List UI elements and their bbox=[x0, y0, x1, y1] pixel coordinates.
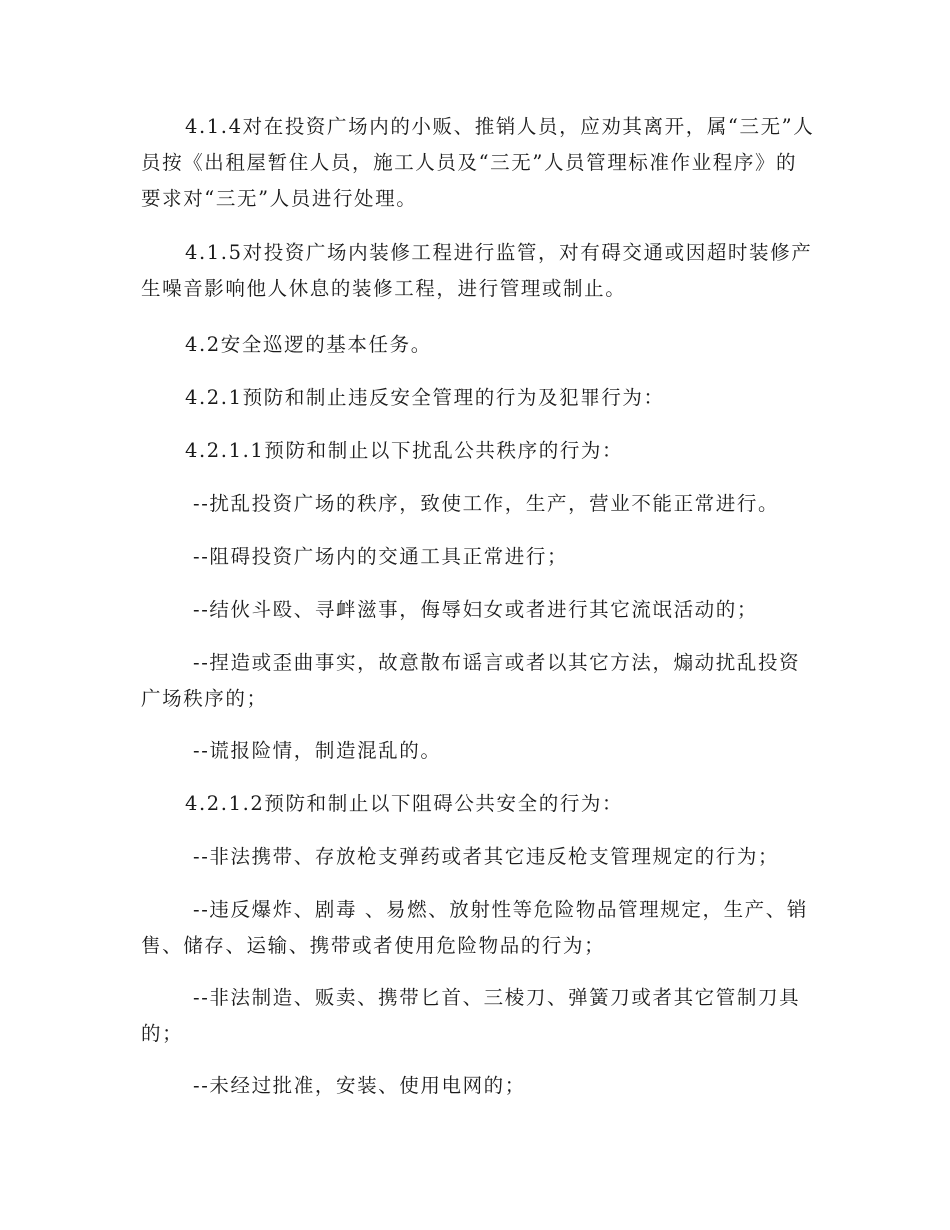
list-item: --非法携带、存放枪支弹药或者其它违反枪支管理规定的行为； bbox=[193, 845, 780, 868]
list-item: --违反爆炸、剧毒 、易燃、放射性等危险物品管理规定，生产、销售、储存、运输、携带或者使用危险物品的行为； bbox=[141, 898, 808, 957]
paragraph-4-1-4: 4.1.4对在投资广场内的小贩、推销人员，应劝其离开，属“三无”人员按《出租屋暂住人员，施工人员及“三无”人员管理标准作业程序》的要求对“三无”人员进行处理。 bbox=[141, 115, 815, 210]
list-item: --结伙斗殴、寻衅滋事，侮辱妇女或者进行其它流氓活动的； bbox=[193, 598, 758, 621]
list-item: --捏造或歪曲事实，故意散布谣言或者以其它方法，煽动扰乱投资广场秩序的； bbox=[141, 651, 801, 710]
list-item: --阻碍投资广场内的交通工具正常进行； bbox=[193, 545, 569, 568]
list-item: --非法制造、贩卖、携带匕首、三棱刀、弹簧刀或者其它管制刀具的； bbox=[141, 986, 801, 1045]
list-item: --扰乱投资广场的秩序，致使工作，生产，营业不能正常进行。 bbox=[193, 492, 780, 515]
paragraph-4-1-5: 4.1.5对投资广场内装修工程进行监管，对有碍交通或因超时装修产生噪音影响他人休息的装修工程，进行管理或制止。 bbox=[141, 241, 813, 300]
paragraph-4-2-1-2: 4.2.1.2预防和制止以下阻碍公共安全的行为： bbox=[185, 792, 624, 815]
paragraph-4-2: 4.2安全巡逻的基本任务。 bbox=[185, 333, 432, 356]
paragraph-4-2-1: 4.2.1预防和制止违反安全管理的行为及犯罪行为： bbox=[185, 386, 665, 409]
paragraph-4-2-1-1: 4.2.1.1预防和制止以下扰乱公共秩序的行为： bbox=[185, 439, 624, 462]
list-item: --谎报险情，制造混乱的。 bbox=[193, 739, 442, 762]
list-item: --未经过批准，安装、使用电网的； bbox=[193, 1074, 526, 1097]
